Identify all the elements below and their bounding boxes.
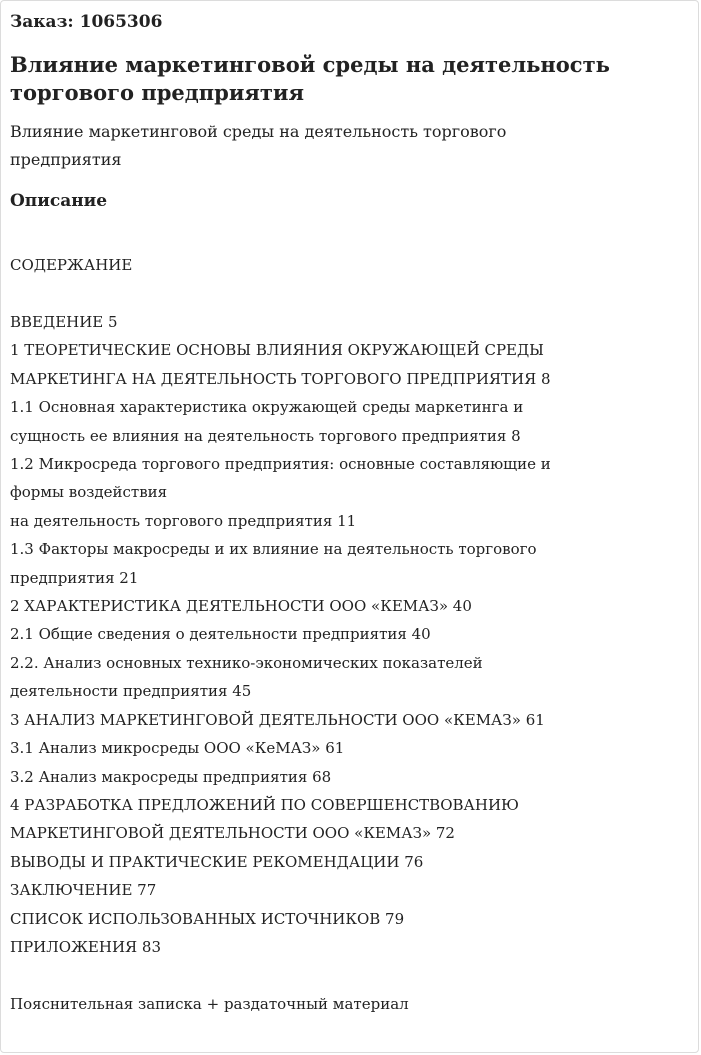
toc-line: 2 ХАРАКТЕРИСТИКА ДЕЯТЕЛЬНОСТИ ООО «КЕМАЗ» 40 (10, 597, 472, 616)
description-heading: Описание (10, 191, 108, 211)
page-subtitle-line: Влияние маркетинговой среды на деятельность торгового (10, 122, 507, 141)
toc-line: 4 РАЗРАБОТКА ПРЕДЛОЖЕНИЙ ПО СОВЕРШЕНСТВОВАНИЮ (10, 795, 519, 814)
toc-line: ВЫВОДЫ И ПРАКТИЧЕСКИЕ РЕКОМЕНДАЦИИ 76 (10, 852, 424, 871)
toc-line: 3 АНАЛИЗ МАРКЕТИНГОВОЙ ДЕЯТЕЛЬНОСТИ ООО «КЕМАЗ» 61 (10, 710, 545, 729)
toc-line: 3.1 Анализ микросреды ООО «КеМАЗ» 61 (10, 739, 345, 758)
table-of-contents (10, 308, 680, 961)
toc-line: 1.3 Факторы макросреды и их влияние на деятельность торгового (10, 540, 537, 559)
toc-line: МАРКЕТИНГОВОЙ ДЕЯТЕЛЬНОСТИ ООО «КЕМАЗ» 72 (10, 824, 455, 843)
page-title-line: Влияние маркетинговой среды на деятельность (10, 52, 610, 77)
toc-line: 1.1 Основная характеристика окружающей среды маркетинга и (10, 398, 524, 417)
toc-line: 1.2 Микросреда торгового предприятия: основные составляющие и (10, 455, 551, 474)
toc-line: ЗАКЛЮЧЕНИЕ 77 (10, 881, 157, 900)
toc-line: 2.1 Общие сведения о деятельности предприятия 40 (10, 625, 431, 644)
page-title-line: торгового предприятия (10, 80, 305, 105)
toc-line: СПИСОК ИСПОЛЬЗОВАННЫХ ИСТОЧНИКОВ 79 (10, 909, 405, 928)
footer-note: Пояснительная записка + раздаточный материал (10, 995, 409, 1013)
order-number: Заказ: 1065306 (10, 12, 163, 32)
page-subtitle-line: предприятия (10, 150, 122, 169)
toc-line: деятельности предприятия 45 (10, 682, 252, 701)
page-title (10, 51, 680, 107)
page-subtitle (10, 118, 680, 174)
toc-line: на деятельность торгового предприятия 11 (10, 511, 357, 530)
toc-line: 2.2. Анализ основных технико-экономических показателей (10, 653, 483, 672)
toc-line: предприятия 21 (10, 568, 139, 587)
toc-line: 1 ТЕОРЕТИЧЕСКИЕ ОСНОВЫ ВЛИЯНИЯ ОКРУЖАЮЩЕЙ СРЕДЫ (10, 341, 544, 360)
toc-line: ПРИЛОЖЕНИЯ 83 (10, 937, 162, 956)
toc-line: ВВЕДЕНИЕ 5 (10, 313, 118, 331)
toc-heading: СОДЕРЖАНИЕ (10, 256, 133, 274)
toc-line: 3.2 Анализ макросреды предприятия 68 (10, 767, 332, 786)
toc-line: формы воздействия (10, 483, 168, 502)
toc-line: МАРКЕТИНГА НА ДЕЯТЕЛЬНОСТЬ ТОРГОВОГО ПРЕДПРИЯТИЯ 8 (10, 369, 551, 388)
toc-line: сущность ее влияния на деятельность торгового предприятия 8 (10, 426, 521, 445)
